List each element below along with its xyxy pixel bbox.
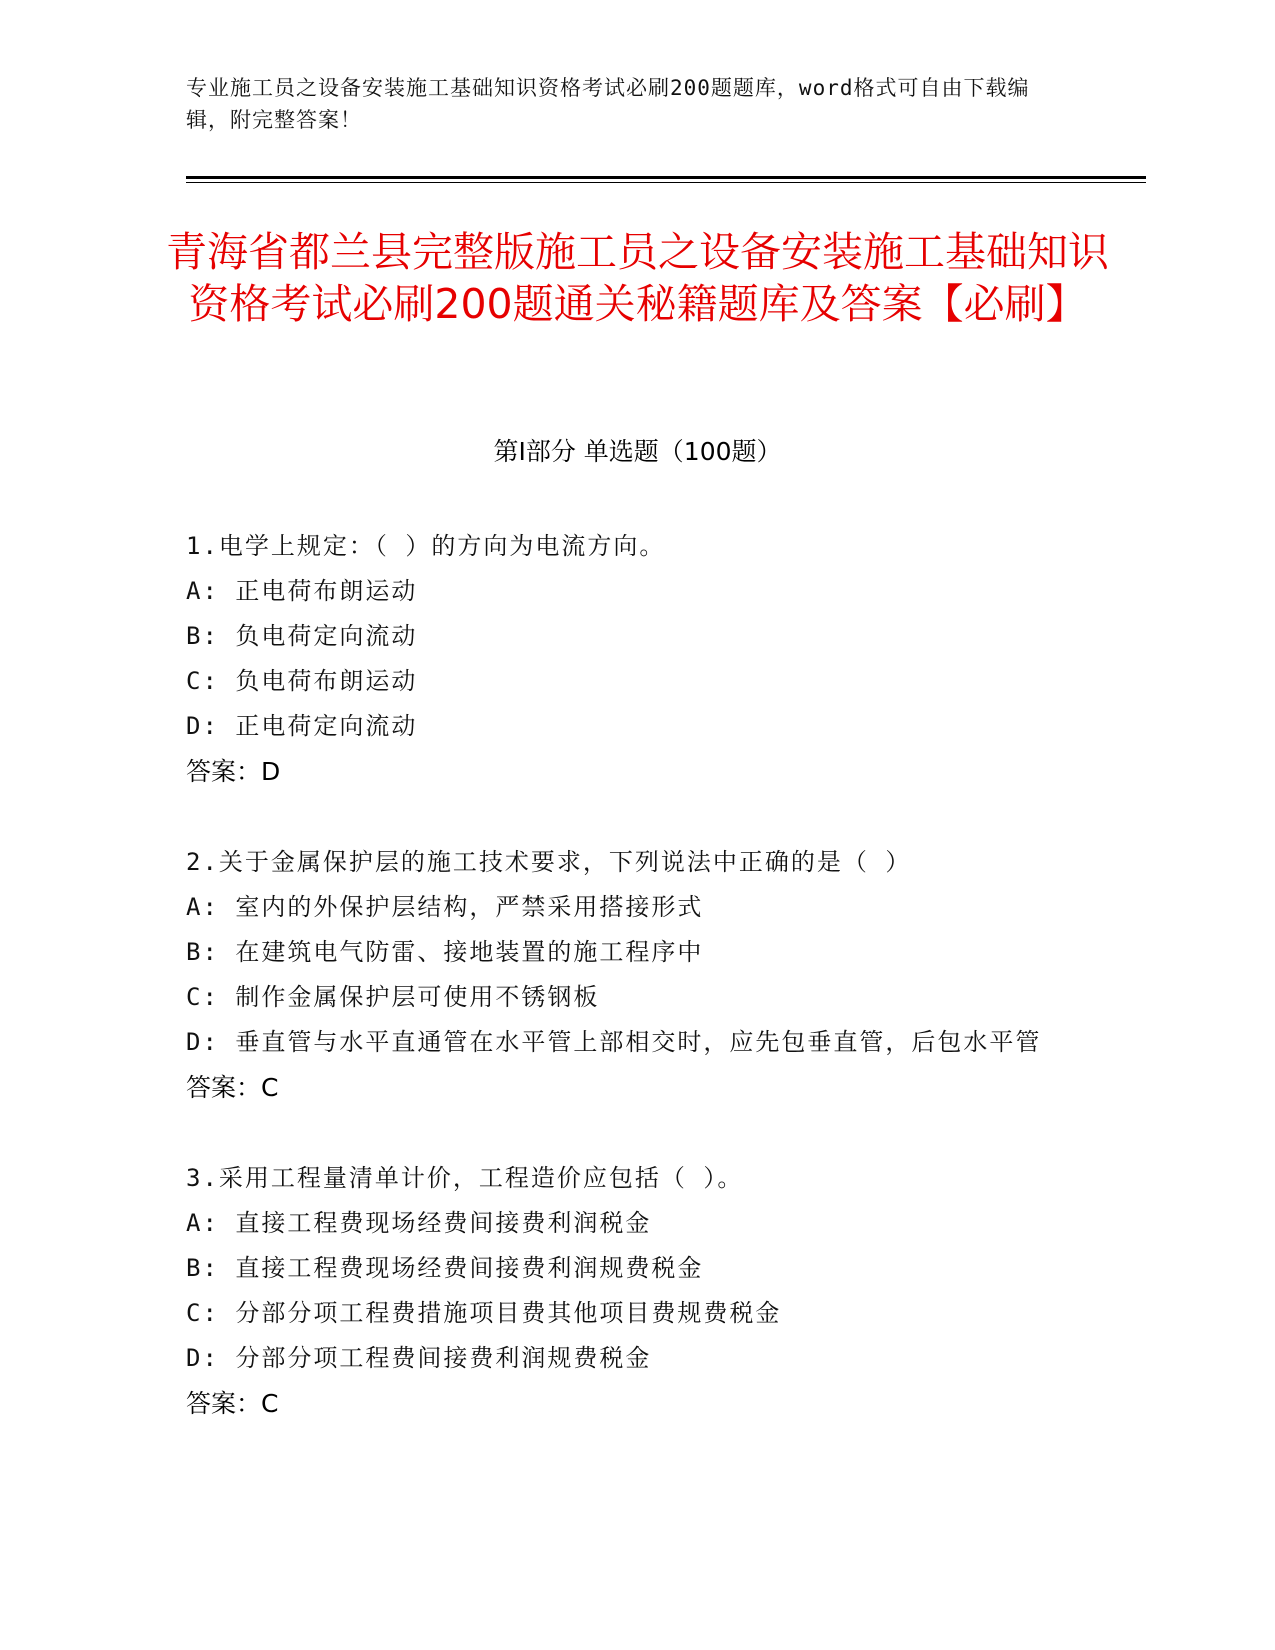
option-a: A: 直接工程费现场经费间接费利润税金 bbox=[186, 1209, 652, 1237]
answer: 答案：C bbox=[186, 1389, 279, 1418]
header-rule-thick bbox=[186, 176, 1146, 179]
question-stem: 3.采用工程量清单计价，工程造价应包括（ ）。 bbox=[186, 1164, 744, 1192]
answer: 答案：D bbox=[186, 757, 281, 786]
question-3 bbox=[186, 1156, 1076, 1426]
question-2 bbox=[186, 840, 1076, 1110]
option-b: B: 在建筑电气防雷、接地装置的施工程序中 bbox=[186, 938, 704, 966]
header-note: 专业施工员之设备安装施工基础知识资格考试必刷200题题库，word格式可自由下载编辑，附完整答案！ bbox=[186, 76, 1030, 132]
option-c: C: 负电荷布朗运动 bbox=[186, 667, 418, 695]
option-d: D: 垂直管与水平直通管在水平管上部相交时，应先包垂直管，后包水平管 bbox=[186, 1028, 1042, 1056]
option-d: D: 分部分项工程费间接费利润规费税金 bbox=[186, 1344, 652, 1372]
question-1 bbox=[186, 524, 1076, 794]
option-b: B: 负电荷定向流动 bbox=[186, 622, 418, 650]
header-rule-thin bbox=[186, 182, 1146, 183]
question-stem: 1.电学上规定：（ ）的方向为电流方向。 bbox=[186, 532, 666, 560]
question-list bbox=[186, 524, 1076, 1472]
answer: 答案：C bbox=[186, 1073, 279, 1102]
option-d: D: 正电荷定向流动 bbox=[186, 712, 418, 740]
option-c: C: 分部分项工程费措施项目费其他项目费规费税金 bbox=[186, 1299, 782, 1327]
option-c: C: 制作金属保护层可使用不锈钢板 bbox=[186, 983, 600, 1011]
document-title: 青海省都兰县完整版施工员之设备安装施工基础知识资格考试必刷200题通关秘籍题库及答案【必刷】 bbox=[166, 228, 1109, 328]
section-title: 第Ⅰ部分 单选题（100题） bbox=[493, 437, 782, 466]
question-stem: 2.关于金属保护层的施工技术要求，下列说法中正确的是（ ） bbox=[186, 848, 912, 876]
option-a: A: 正电荷布朗运动 bbox=[186, 577, 418, 605]
option-a: A: 室内的外保护层结构，严禁采用搭接形式 bbox=[186, 893, 704, 921]
option-b: B: 直接工程费现场经费间接费利润规费税金 bbox=[186, 1254, 704, 1282]
